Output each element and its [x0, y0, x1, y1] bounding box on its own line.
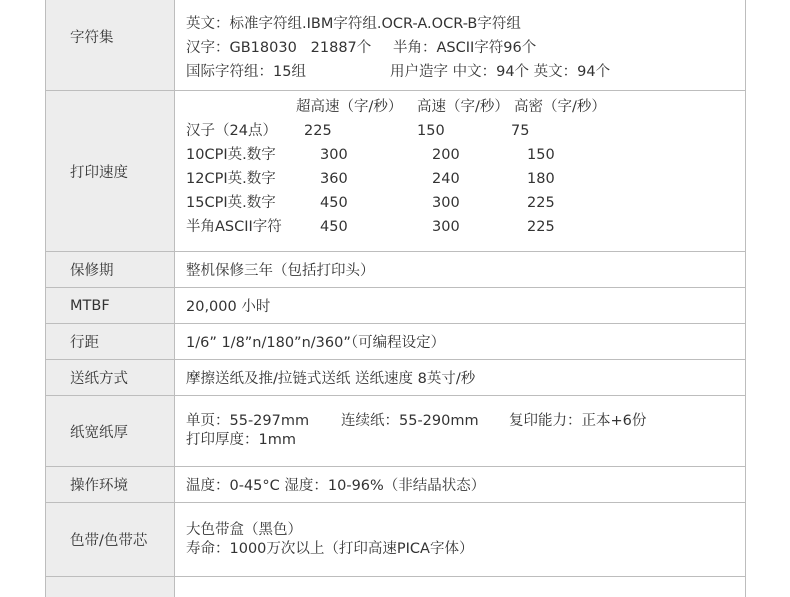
ribbon-line2: 寿命：1000万次以上（打印高速PICA字体） — [186, 541, 474, 557]
spec-table — [45, 0, 746, 597]
row-label: 操作环境 — [46, 467, 175, 502]
charset-halfwidth: 半角：ASCII字符96个 — [393, 40, 537, 56]
row-label: 字符集 — [46, 0, 175, 90]
speed-value: 300 — [432, 219, 460, 235]
speed-value: 360 — [320, 171, 348, 187]
speed-value: 150 — [527, 147, 555, 163]
charset-intl: 国际字符组：15组 — [186, 64, 306, 80]
speed-value: 240 — [432, 171, 460, 187]
row-value — [175, 0, 745, 90]
speed-value: 300 — [432, 195, 460, 211]
paper-single: 单页：55-297mm — [186, 413, 310, 429]
spec-row-charset — [45, 0, 746, 91]
charset-english: 英文：标准字符组.IBM字符组.OCR-A.OCR-B字符组 — [186, 16, 521, 32]
spec-row-speed — [45, 91, 746, 252]
spec-row-mtbf — [45, 288, 746, 324]
speed-row-name: 10CPI英.数字 — [186, 147, 276, 163]
speed-row-name: 半角ASCII字符 — [186, 219, 282, 235]
spec-row-feed — [45, 360, 746, 396]
spec-row-linespacing — [45, 324, 746, 360]
row-value: 温度：0-45°C 湿度：10-96%（非结晶状态） — [186, 478, 486, 494]
speed-row-name: 12CPI英.数字 — [186, 171, 276, 187]
row-label: 打印速度 — [46, 91, 175, 251]
spec-row-warranty — [45, 252, 746, 288]
row-label: 色带/色带芯 — [46, 503, 175, 576]
paper-thickness: 打印厚度：1mm — [186, 432, 296, 448]
ribbon-line1: 大色带盒（黑色） — [186, 522, 302, 538]
row-value: 20,000 小时 — [186, 299, 271, 315]
speed-value: 225 — [527, 195, 555, 211]
speed-value: 225 — [527, 219, 555, 235]
speed-row-name: 15CPI英.数字 — [186, 195, 276, 211]
spec-row-partial — [45, 577, 746, 597]
paper-copy: 复印能力：正本+6份 — [509, 413, 647, 429]
speed-value: 150 — [417, 123, 445, 139]
speed-table — [175, 91, 745, 251]
charset-userdef: 用户造字 中文：94个 英文：94个 — [390, 64, 611, 80]
speed-header: 超高速（字/秒） — [296, 99, 403, 115]
speed-value: 450 — [320, 195, 348, 211]
speed-value: 450 — [320, 219, 348, 235]
row-value: 1/6” 1/8”n/180”n/360”（可编程设定） — [186, 335, 446, 351]
row-value — [175, 396, 745, 466]
spec-row-paper — [45, 396, 746, 467]
row-value — [175, 503, 745, 576]
speed-value: 200 — [432, 147, 460, 163]
row-label — [46, 577, 175, 597]
paper-continuous: 连续纸：55-290mm — [341, 413, 479, 429]
speed-header: 高密（字/秒） — [514, 99, 606, 115]
row-label: 保修期 — [46, 252, 175, 287]
speed-row-name: 汉子（24点） — [186, 123, 277, 139]
spec-row-ribbon — [45, 503, 746, 577]
speed-value: 225 — [304, 123, 332, 139]
speed-value: 180 — [527, 171, 555, 187]
row-label: MTBF — [46, 288, 175, 323]
row-value: 整机保修三年（包括打印头） — [186, 263, 375, 279]
charset-hanzi: 汉字：GB18030 21887个 — [186, 40, 372, 56]
speed-header: 高速（字/秒） — [417, 99, 509, 115]
speed-value: 300 — [320, 147, 348, 163]
row-label: 送纸方式 — [46, 360, 175, 395]
speed-value: 75 — [511, 123, 530, 139]
row-label: 行距 — [46, 324, 175, 359]
row-value: 摩擦送纸及推/拉链式送纸 送纸速度 8英寸/秒 — [186, 371, 476, 387]
row-label: 纸宽纸厚 — [46, 396, 175, 466]
spec-row-env — [45, 467, 746, 503]
